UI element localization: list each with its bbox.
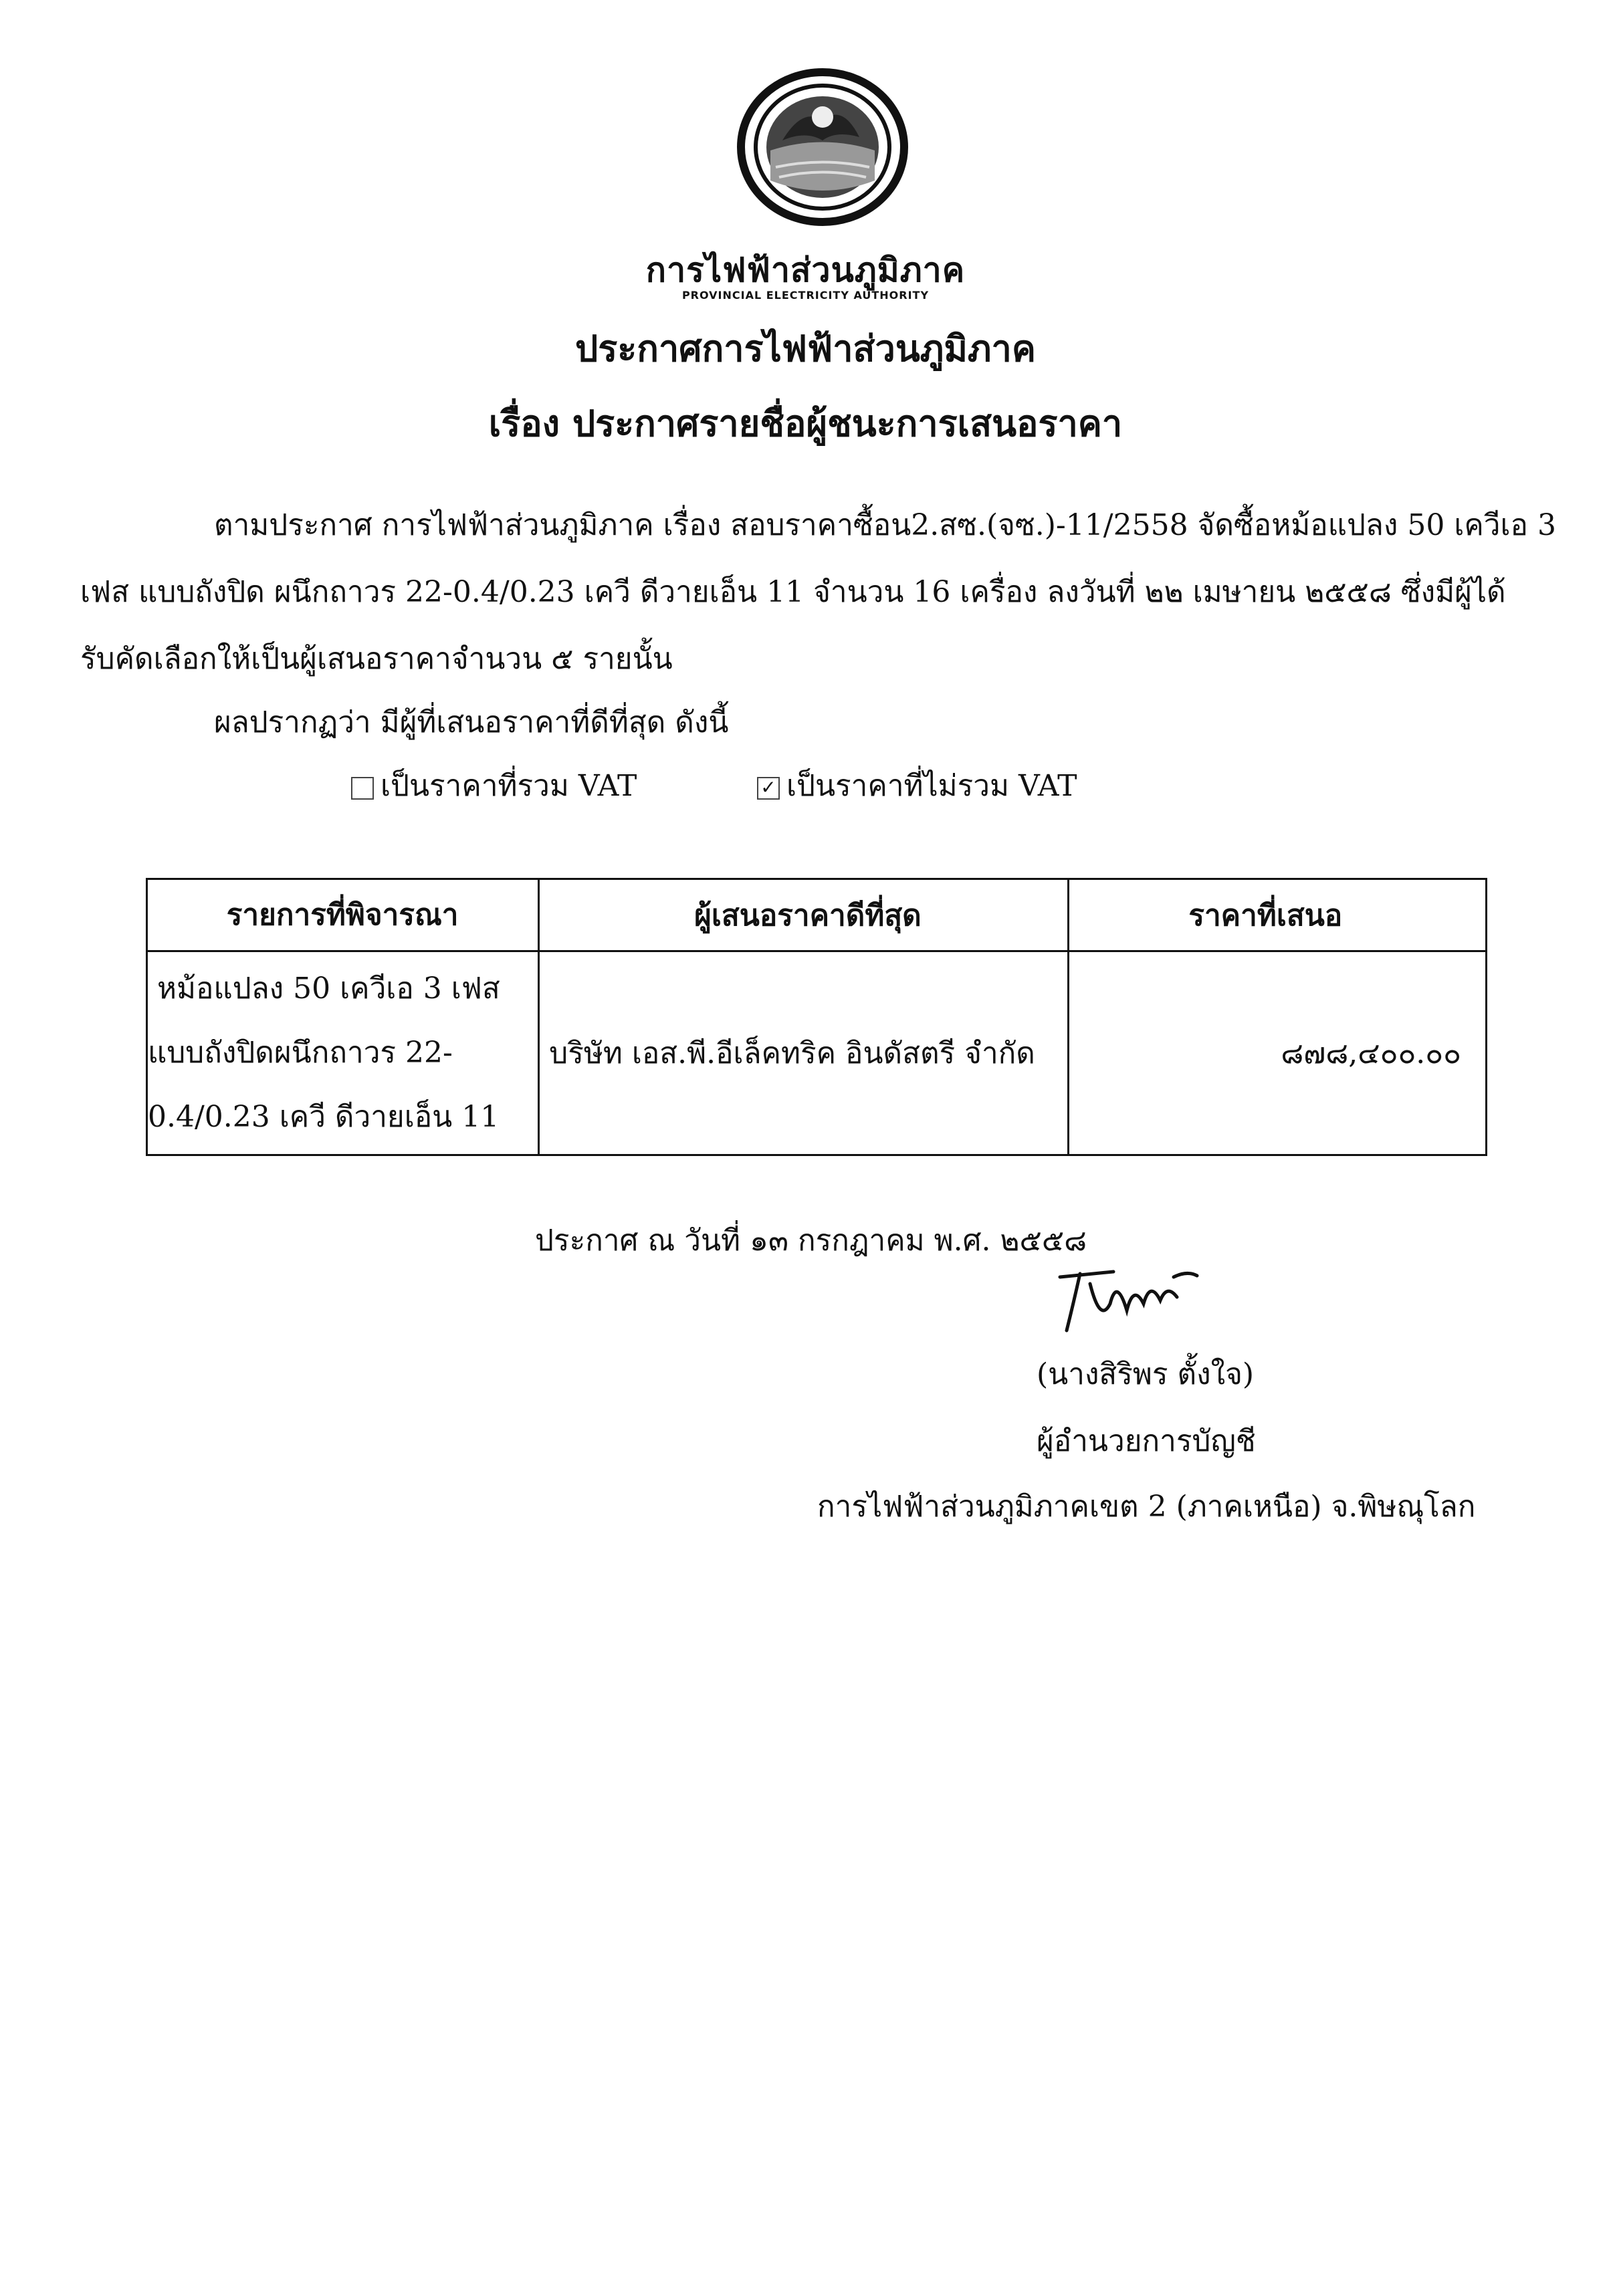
signer-name: (นางสิริพร ตั้งใจ) (1037, 1357, 1255, 1391)
vat-excluded-label: เป็นราคาที่ไม่รวม VAT (786, 769, 1077, 803)
item-cell (147, 951, 539, 1155)
signer-organization: การไฟฟ้าส่วนภูมิภาคเขต 2 (ภาคเหนือ) จ.พิษณุโลก (817, 1490, 1476, 1524)
pea-logo-seal (736, 67, 909, 227)
header-price: ราคาที่เสนอ (1068, 879, 1486, 951)
bidder-cell: บริษัท เอส.พี.อีเล็คทริค อินดัสตรี จำกัด (539, 951, 1068, 1155)
item-line-1: หม้อแปลง 50 เควีเอ 3 เฟส (157, 971, 500, 1006)
paragraph-line-1: ตามประกาศ การไฟฟ้าส่วนภูมิภาค เรื่อง สอบราคาซื้อน2.สซ.(จซ.)-11/2558 จัดซื้อหม้อแปลง 50 เควีเอ 3 (214, 508, 1556, 542)
vat-excluded-option (757, 762, 1077, 809)
vat-included-option (351, 762, 637, 809)
announcement-title: ประกาศการไฟฟ้าส่วนภูมิภาค (575, 327, 1036, 370)
vat-included-label: เป็นราคาที่รวม VAT (381, 769, 637, 803)
item-line-2: แบบถังปิดผนึกถาวร 22- (148, 1036, 453, 1070)
announcement-date: ประกาศ ณ วันที่ ๑๓ กรกฎาคม พ.ศ. ๒๕๕๘ (535, 1224, 1087, 1258)
announcement-subject: เรื่อง ประกาศรายชื่อผู้ชนะการเสนอราคา (488, 402, 1123, 445)
paragraph-line-3: รับคัดเลือกให้เป็นผู้เสนอราคาจำนวน ๕ รายนั้น (80, 642, 673, 676)
table-header-row (147, 879, 1487, 951)
checked-checkbox-icon: ✓ (757, 777, 780, 800)
signer-position: ผู้อำนวยการบัญชี (1037, 1424, 1256, 1458)
handwritten-signature (1053, 1264, 1207, 1337)
result-intro: ผลปรากฏว่า มีผู้ที่เสนอราคาที่ดีที่สุด ดังนี้ (214, 705, 729, 739)
paragraph-line-2: เฟส แบบถังปิด ผนึกถาวร 22-0.4/0.23 เควี ดีวายเอ็น 11 จำนวน 16 เครื่อง ลงวันที่ ๒๒ เมษายน ๒๕๕๘ ซึ่งมีผู้ได้ (80, 575, 1506, 609)
price-cell: ๘๗๘,๔๐๐.๐๐ (1068, 951, 1486, 1155)
table-row (147, 951, 1487, 1155)
item-line-3: 0.4/0.23 เควี ดีวายเอ็น 11 (148, 1100, 500, 1134)
winning-bid-table (146, 878, 1487, 1156)
org-name-thai: การไฟฟ้าส่วนภูมิภาค (645, 251, 966, 290)
header-item: รายการที่พิจารณา (147, 879, 539, 951)
unchecked-checkbox-icon (351, 777, 374, 800)
header-bidder: ผู้เสนอราคาดีที่สุด (539, 879, 1068, 951)
org-name-english: PROVINCIAL ELECTRICITY AUTHORITY (681, 289, 930, 302)
